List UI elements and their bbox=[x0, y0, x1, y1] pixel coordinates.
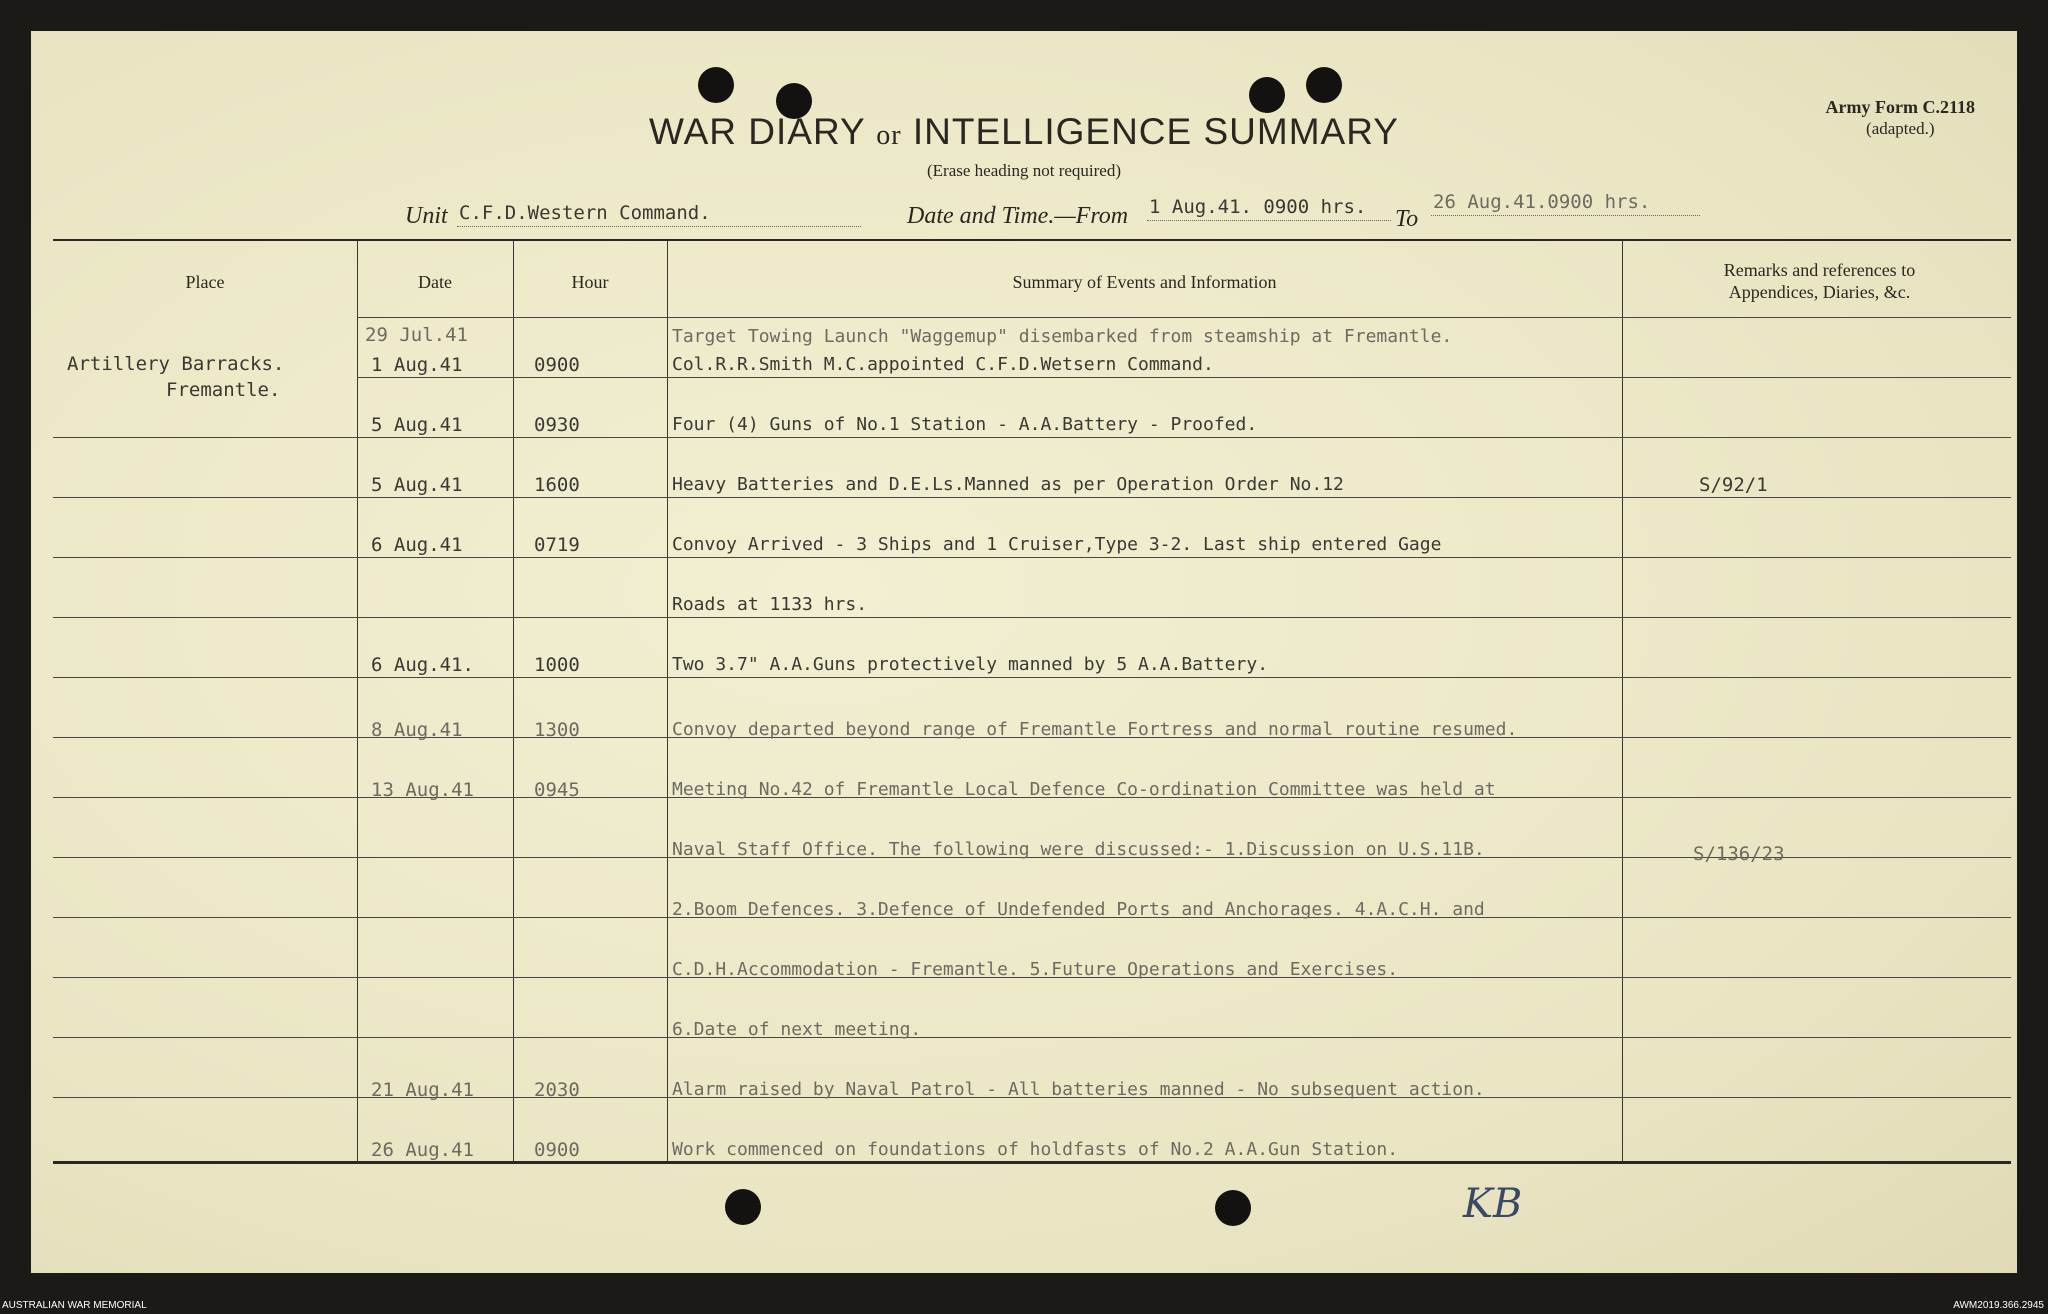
column-header-date: Date bbox=[418, 272, 452, 292]
entry-hour: 0900 bbox=[534, 354, 580, 376]
entry-hour: 1000 bbox=[534, 654, 580, 676]
entry-summary: Four (4) Guns of No.1 Station - A.A.Battery - Proofed. bbox=[672, 414, 1258, 435]
column-header-remarks bbox=[1622, 259, 2017, 303]
from-value: 1 Aug.41. 0900 hrs. bbox=[1147, 196, 1391, 221]
column-header-hour: Hour bbox=[571, 272, 609, 292]
entry-summary: Roads at 1133 hrs. bbox=[672, 594, 868, 615]
army-form-number: Army Form C.2118 bbox=[1825, 97, 1975, 117]
entry-remark: S/92/1 bbox=[1699, 474, 1768, 496]
row-rule bbox=[53, 437, 2011, 438]
row-rule bbox=[53, 617, 2011, 618]
signature-initials: KB bbox=[1463, 1181, 1523, 1227]
entry-hour: 2030 bbox=[534, 1079, 580, 1101]
entry-date: 6 Aug.41. bbox=[371, 654, 474, 676]
entry-summary: Target Towing Launch "Waggemup" disembarked from steamship at Fremantle. bbox=[672, 326, 1453, 347]
date-time-label: Date and Time.—From bbox=[907, 203, 1129, 229]
entry-hour: 1300 bbox=[534, 719, 580, 741]
entry-summary: 2.Boom Defences. 3.Defence of Undefended Ports and Anchorages. 4.A.C.H. and bbox=[672, 899, 1485, 920]
to-label: To bbox=[1395, 206, 1419, 232]
column-header-place: Place bbox=[185, 272, 225, 292]
entry-hour: 0945 bbox=[534, 779, 580, 801]
row-rule bbox=[357, 377, 2011, 378]
form-title bbox=[31, 111, 2017, 153]
entry-date: 5 Aug.41 bbox=[371, 414, 463, 436]
unit-value: C.F.D.Western Command. bbox=[457, 202, 861, 227]
entry-date: 26 Aug.41 bbox=[371, 1139, 474, 1161]
title-or: or bbox=[876, 120, 902, 151]
entry-summary: Naval Staff Office. The following were discussed:- 1.Discussion on U.S.11B. bbox=[672, 839, 1485, 860]
entry-summary: 6.Date of next meeting. bbox=[672, 1019, 922, 1040]
title-war-diary: WAR DIARY bbox=[649, 111, 866, 152]
war-diary-sheet bbox=[31, 31, 2017, 1273]
entry-hour: 0930 bbox=[534, 414, 580, 436]
entry-summary: Convoy departed beyond range of Fremantle Fortress and normal routine resumed. bbox=[672, 719, 1518, 740]
remarks-header-line-1: Remarks and references to bbox=[1723, 260, 1916, 280]
place-line-1: Artillery Barracks. bbox=[67, 353, 285, 375]
footer-reference: AWM2019.366.2945 bbox=[1953, 1300, 2044, 1311]
punch-hole bbox=[1215, 1190, 1251, 1226]
entry-date: 29 Jul.41 bbox=[365, 324, 468, 346]
punch-hole bbox=[1249, 77, 1285, 113]
entry-summary: Alarm raised by Naval Patrol - All batteries manned - No subsequent action. bbox=[672, 1079, 1485, 1100]
entry-date: 13 Aug.41 bbox=[371, 779, 474, 801]
to-value: 26 Aug.41.0900 hrs. bbox=[1431, 191, 1700, 216]
entry-summary: Convoy Arrived - 3 Ships and 1 Cruiser,Type 3-2. Last ship entered Gage bbox=[672, 534, 1442, 555]
entry-summary: Heavy Batteries and D.E.Ls.Manned as per Operation Order No.12 bbox=[672, 474, 1344, 495]
punch-hole bbox=[725, 1189, 761, 1225]
entry-date: 1 Aug.41 bbox=[371, 354, 463, 376]
form-subtitle: (Erase heading not required) bbox=[927, 161, 1121, 180]
table-top-rule bbox=[53, 239, 2011, 241]
remarks-header-line-2: Appendices, Diaries, &c. bbox=[1728, 282, 1911, 302]
entry-hour: 0719 bbox=[534, 534, 580, 556]
entry-summary: Work commenced on foundations of holdfasts of No.2 A.A.Gun Station. bbox=[672, 1139, 1399, 1160]
entry-summary: Two 3.7" A.A.Guns protectively manned by 5 A.A.Battery. bbox=[672, 654, 1269, 675]
place-line-2: Fremantle. bbox=[166, 379, 281, 401]
punch-hole bbox=[698, 67, 734, 103]
row-rule bbox=[53, 1037, 2011, 1038]
army-form-label bbox=[1826, 97, 1975, 139]
entry-hour: 0900 bbox=[534, 1139, 580, 1161]
army-form-adapted: (adapted.) bbox=[1866, 119, 1935, 138]
column-divider bbox=[357, 241, 358, 1161]
row-rule bbox=[357, 317, 2011, 318]
entry-hour: 1600 bbox=[534, 474, 580, 496]
column-header-summary: Summary of Events and Information bbox=[1012, 272, 1277, 292]
entry-remark: S/136/23 bbox=[1693, 843, 1785, 865]
entry-date: 6 Aug.41 bbox=[371, 534, 463, 556]
entry-summary: Col.R.R.Smith M.C.appointed C.F.D.Wetsern Command. bbox=[672, 354, 1214, 375]
title-intelligence-summary: INTELLIGENCE SUMMARY bbox=[912, 111, 1399, 152]
column-divider bbox=[513, 241, 514, 1161]
row-rule bbox=[53, 677, 2011, 678]
column-divider bbox=[1622, 241, 1623, 1161]
footer-institution: AUSTRALIAN WAR MEMORIAL bbox=[2, 1300, 147, 1311]
table-bottom-rule bbox=[53, 1161, 2011, 1164]
row-rule bbox=[53, 497, 2011, 498]
entry-summary: Meeting No.42 of Fremantle Local Defence Co-ordination Committee was held at bbox=[672, 779, 1496, 800]
entry-date: 8 Aug.41 bbox=[371, 719, 463, 741]
punch-hole bbox=[1306, 67, 1342, 103]
entry-date: 5 Aug.41 bbox=[371, 474, 463, 496]
entry-summary: C.D.H.Accommodation - Fremantle. 5.Future Operations and Exercises. bbox=[672, 959, 1399, 980]
unit-label: Unit bbox=[405, 203, 448, 229]
entry-date: 21 Aug.41 bbox=[371, 1079, 474, 1101]
row-rule bbox=[53, 557, 2011, 558]
column-divider bbox=[667, 241, 668, 1161]
